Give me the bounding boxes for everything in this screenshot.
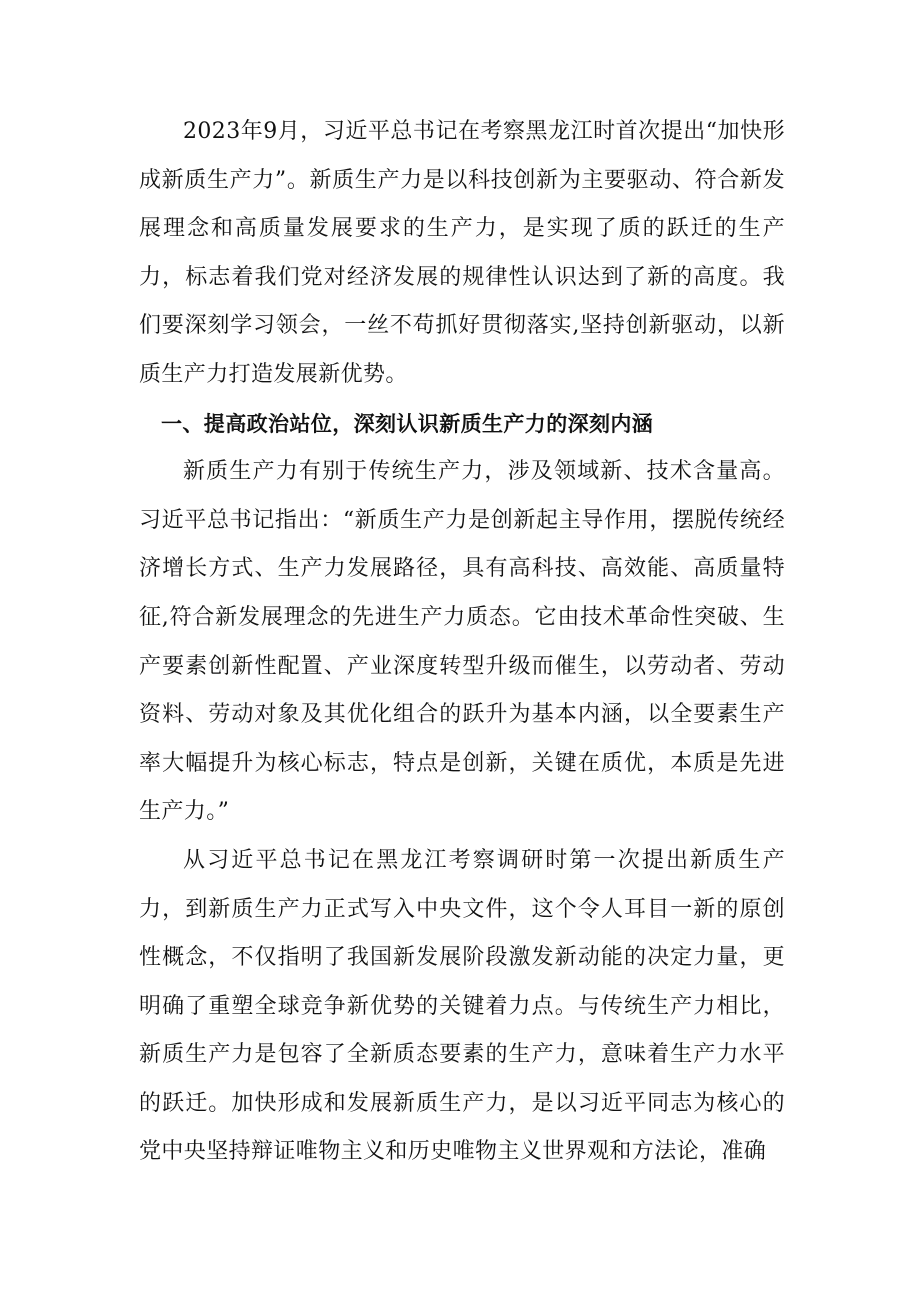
document-body	[139, 108, 785, 1177]
section-heading: 一、提高政治站位，深刻认识新质生产力的深刻内涵	[161, 411, 654, 436]
body-paragraph-1: 新质生产力有别于传统生产力，涉及领域新、技术含量高。习近平总书记指出：“新质生产力是创新起主导作用，摆脱传统经济增长方式、生产力发展路径，具有高科技、高效能、高质量特征,符合新发展理念的先进生产力质态。它由技术革命性突破、生产要素创新性配置、产业深度转型升级而催生，以劳动者、劳动资料、劳动对象及其优化组合的跃升为基本内涵，以全要素生产率大幅提升为核心标志，特点是创新，关键在质优，本质是先进生产力。”	[139, 459, 785, 825]
body-paragraph-2: 从习近平总书记在黑龙江考察调研时第一次提出新质生产力，到新质生产力正式写入中央文件，这个令人耳目一新的原创性概念，不仅指明了我国新发展阶段激发新动能的决定力量，更明确了重塑全球竞争新优势的关键着力点。与传统生产力相比，新质生产力是包容了全新质态要素的生产力，意味着生产力水平的跃迁。加快形成和发展新质生产力，是以习近平同志为核心的党中央坚持辩证唯物主义和历史唯物主义世界观和方法论，准确	[139, 847, 785, 1165]
intro-paragraph: 2023年9月，习近平总书记在考察黑龙江时首次提出“加快形成新质生产力”。新质生产力是以科技创新为主要驱动、符合新发展理念和高质量发展要求的生产力，是实现了质的跃迁的生产力，标志着我们党对经济发展的规律性认识达到了新的高度。我们要深刻学习领会，一丝不苟抓好贯彻落实,坚持创新驱动，以新质生产力打造发展新优势。	[139, 119, 785, 387]
